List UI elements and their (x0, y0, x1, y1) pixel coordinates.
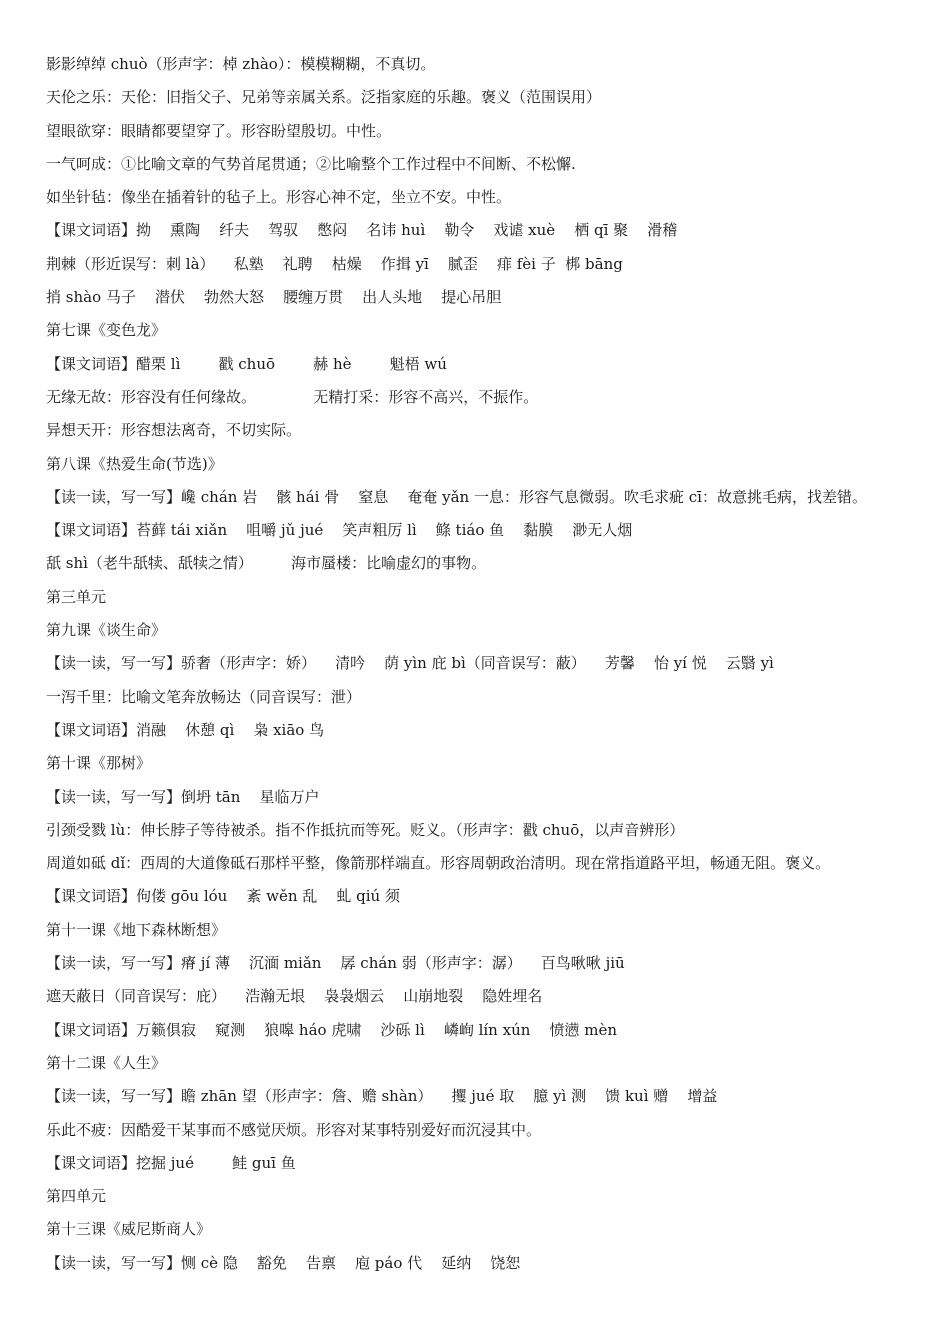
lesson-heading: 第十一课《地下森林断想》 (46, 920, 227, 939)
unit-heading: 第四单元 (46, 1187, 107, 1206)
text-line: 【读一读，写一写】恻 cè 隐 豁免 告禀 庖 páo 代 延纳 饶恕 (46, 1253, 521, 1272)
text-line: 【课文词语】醋栗 lì 戳 chuō 赫 hè 魁梧 wú (46, 354, 447, 373)
text-line: 【读一读，写一写】瘠 jí 薄 沉湎 miǎn 孱 chán 弱（形声字：潺） 百鸟啾啾 jiū (46, 954, 625, 973)
text-line: 望眼欲穿：眼睛都要望穿了。形容盼望殷切。中性。 (46, 121, 392, 140)
text-line: 【读一读，写一写】骄奢（形声字：娇） 清吟 荫 yìn 庇 bì（同音误写：蔽） 芳馨 怡 yí 悦 云翳 yì (46, 654, 774, 673)
text-line: 【课文词语】佝偻 gōu lóu 紊 wěn 乱 虬 qiú 须 (46, 887, 400, 906)
text-line: 舐 shì（老牛舐犊、舐犊之情） 海市蜃楼：比喻虚幻的事物。 (46, 554, 487, 573)
text-line: 【课文词语】万籁俱寂 窥测 狼嗥 háo 虎啸 沙砾 lì 嶙峋 lín xún 愤懑 mèn (46, 1020, 617, 1039)
lesson-heading: 第十三课《威尼斯商人》 (46, 1220, 212, 1239)
text-line: 乐此不疲：因酷爱干某事而不感觉厌烦。形容对某事特别爱好而沉浸其中。 (46, 1120, 542, 1139)
text-line: 无缘无故：形容没有任何缘故。 无精打采：形容不高兴，不振作。 (46, 387, 539, 406)
text-line: 如坐针毡：像坐在插着针的毡子上。形容心神不定，坐立不安。中性。 (46, 188, 512, 207)
text-line: 遮天蔽日（同音误写：庇） 浩瀚无垠 袅袅烟云 山崩地裂 隐姓埋名 (46, 987, 543, 1006)
text-line: 【课文词语】苔藓 tái xiǎn 咀嚼 jǔ jué 笑声粗厉 lì 鲦 tiáo 鱼 黏膜 渺无人烟 (46, 521, 633, 540)
lesson-heading: 第十二课《人生》 (46, 1053, 167, 1072)
text-line: 异想天开：形容想法离奇，不切实际。 (46, 421, 302, 440)
lesson-heading: 第九课《谈生命》 (46, 621, 167, 640)
text-line: 天伦之乐：天伦：旧指父子、兄弟等亲属关系。泛指家庭的乐趣。褒义（范围误用） (46, 88, 602, 107)
text-line: 周道如砥 dǐ：西周的大道像砥石那样平整，像箭那样端直。形容周朝政治清明。现在常指道路平坦，畅通无阻。褒义。 (46, 854, 831, 873)
text-line: 影影绰绰 chuò（形声字：棹 zhào）：模模糊糊，不真切。 (46, 55, 436, 73)
text-line: 一泻千里：比喻文笔奔放畅达（同音误写：泄） (46, 687, 362, 706)
text-line: 【读一读，写一写】倒坍 tān 星临万户 (46, 787, 320, 806)
text-line: 一气呵成：①比喻文章的气势首尾贯通；②比喻整个工作过程中不间断、不松懈. (46, 154, 576, 173)
text-line: 捎 shào 马子 潜伏 勃然大怒 腰缠万贯 出人头地 提心吊胆 (46, 288, 502, 307)
text-line: 荆棘（形近误写：刺 là） 私塾 礼聘 枯燥 作揖 yī 腻歪 痱 fèi 子 梆 bāng (46, 254, 623, 273)
lesson-heading: 第八课《热爱生命(节选)》 (46, 454, 223, 473)
text-line: 【课文词语】挖掘 jué 鲑 guī 鱼 (46, 1153, 296, 1172)
text-line: 【读一读，写一写】瞻 zhān 望（形声字：詹、赡 shàn） 攫 jué 取 臆 yì 测 馈 kuì 赠 增益 (46, 1087, 718, 1106)
text-line: 【课文词语】消融 休憩 qì 枭 xiāo 鸟 (46, 720, 325, 739)
lesson-heading: 第七课《变色龙》 (46, 321, 167, 340)
lesson-heading: 第十课《那树》 (46, 754, 152, 773)
text-line: 【读一读，写一写】巉 chán 岩 骸 hái 骨 窒息 奄奄 yǎn 一息：形容气息微弱。吹毛求疵 cī：故意挑毛病，找差错。 (46, 487, 867, 506)
text-line: 【课文词语】拗 熏陶 纤夫 驾驭 憋闷 名讳 huì 勒令 戏谑 xuè 栖 qī 聚 滑稽 (46, 221, 678, 240)
document-body (46, 48, 926, 1280)
unit-heading: 第三单元 (46, 587, 107, 606)
text-line: 引颈受戮 lù：伸长脖子等待被杀。指不作抵抗而等死。贬义。（形声字：戳 chuō，以声音辨形） (46, 820, 685, 839)
